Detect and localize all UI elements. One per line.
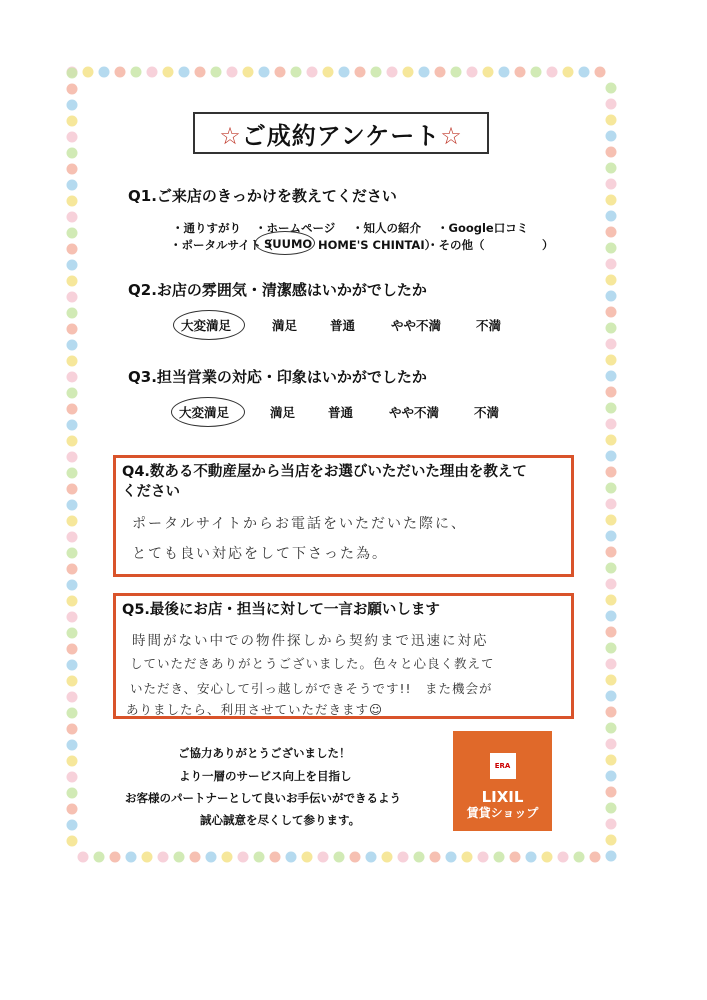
era-mark-text: ERA [494,762,511,770]
frame-dot [606,595,617,606]
q1-selected-circle [255,231,315,255]
q1-portal-other-sites: HOME'S CHINTAI） [318,238,437,252]
frame-dot [606,211,617,222]
frame-dot [606,787,617,798]
frame-dot [606,547,617,558]
frame-dot [606,291,617,302]
q2-rating-neutral: 普通 [330,318,356,333]
frame-dot [339,67,350,78]
q1-option-google: ・Google口コミ [437,221,529,235]
frame-dot [243,67,254,78]
frame-dot [419,67,430,78]
frame-dot [67,836,78,847]
frame-dot [163,67,174,78]
frame-dot [606,499,617,510]
frame-dot [387,67,398,78]
frame-dot [398,852,409,863]
frame-dot [67,340,78,351]
frame-dot [606,819,617,830]
frame-dot [195,67,206,78]
frame-dot [606,355,617,366]
frame-dot [67,324,78,335]
frame-dot [67,804,78,815]
frame-dot [67,436,78,447]
frame-dot [478,852,489,863]
frame-dot [606,227,617,238]
frame-dot [606,323,617,334]
frame-dot [606,83,617,94]
frame-dot [67,244,78,255]
q5-answer-line2: していただきありがとうございました。色々と心良く教えて [130,656,495,671]
frame-dot [451,67,462,78]
frame-dot [499,67,510,78]
frame-dot [206,852,217,863]
frame-dot [67,756,78,767]
frame-dot [275,67,286,78]
q3-rating-somewhat-dissatisfied: やや不満 [389,405,440,420]
closing-line2: より一層のサービス向上を目指し [179,769,352,783]
frame-dot [67,228,78,239]
frame-dot [606,723,617,734]
frame-dot [515,67,526,78]
frame-dot [222,852,233,863]
frame-dot [606,131,617,142]
frame-dot [67,820,78,831]
frame-dot [606,163,617,174]
logo-brand: LIXIL [481,788,524,806]
frame-dot [606,611,617,622]
frame-dot [142,852,153,863]
frame-dot [83,67,94,78]
frame-dot [67,692,78,703]
frame-dot [115,67,126,78]
frame-dot [94,852,105,863]
frame-dot [302,852,313,863]
frame-dot [606,563,617,574]
q1-option-other: ・その他（ ） [427,238,554,252]
frame-dot [67,276,78,287]
frame-dot [211,67,222,78]
frame-dot [606,691,617,702]
frame-dot [147,67,158,78]
frame-dot [606,643,617,654]
frame-dot [67,580,78,591]
frame-dot [462,852,473,863]
q2-rating-dissatisfied: 不満 [476,318,502,333]
frame-dot [334,852,345,863]
frame-dot [606,339,617,350]
frame-dot [318,852,329,863]
frame-dot [606,387,617,398]
frame-dot [67,388,78,399]
frame-dot [606,371,617,382]
q2-rating-satisfied: 満足 [272,318,298,333]
frame-dot [179,67,190,78]
q2-question: Q2.お店の雰囲気・清潔感はいかがでしたか [128,281,427,299]
frame-dot [227,67,238,78]
frame-dot [606,147,617,158]
frame-dot [67,196,78,207]
frame-dot [579,67,590,78]
frame-dot [606,803,617,814]
frame-dot [606,851,617,862]
frame-dot [131,67,142,78]
frame-dot [67,372,78,383]
frame-dot [110,852,121,863]
frame-dot [606,403,617,414]
frame-dot [158,852,169,863]
frame-dot [606,451,617,462]
frame-dot [67,788,78,799]
frame-dot [67,500,78,511]
frame-dot [67,548,78,559]
frame-dot [606,99,617,110]
closing-line3: お客様のパートナーとして良いお手伝いができるよう [125,791,401,805]
q1-option-passing: ・通りすがり [172,221,241,235]
q1-option-portal: ・ポータルサイト（ [170,238,273,252]
q3-rating-dissatisfied: 不満 [474,405,500,420]
frame-dot [403,67,414,78]
frame-dot [67,68,78,79]
frame-dot [238,852,249,863]
q5-answer-line1: 時間がない中での物件探しから契約まで迅速に対応 [132,633,489,649]
frame-dot [67,132,78,143]
frame-dot [606,115,617,126]
frame-dot [254,852,265,863]
q3-rating-neutral: 普通 [328,405,354,420]
closing-line1: ご協力ありがとうございました！ [178,746,351,760]
q3-rating-satisfied: 満足 [270,405,296,420]
frame-dot [606,419,617,430]
frame-dot [606,515,617,526]
frame-dot [531,67,542,78]
frame-dot [606,771,617,782]
frame-dot [590,852,601,863]
q1-option-referral: ・知人の紹介 [352,221,421,235]
frame-dot [67,260,78,271]
frame-dot [67,292,78,303]
frame-dot [67,708,78,719]
q1-option-homepage: ・ホームページ [255,221,336,235]
frame-dot [606,579,617,590]
frame-dot [67,484,78,495]
frame-dot [67,180,78,191]
frame-dot [67,596,78,607]
frame-dot [606,467,617,478]
star-icon: ☆ [219,121,242,150]
frame-dot [542,852,553,863]
frame-dot [78,852,89,863]
page-title [193,112,489,154]
q4-question-line1: Q4.数ある不動産屋から当店をお選びいただいた理由を教えて [122,464,527,480]
frame-dot [494,852,505,863]
frame-dot [606,259,617,270]
frame-dot [67,644,78,655]
frame-dot [435,67,446,78]
frame-dot [606,275,617,286]
frame-dot [606,483,617,494]
frame-dot [67,628,78,639]
frame-dot [67,660,78,671]
frame-dot [606,675,617,686]
frame-dot [190,852,201,863]
frame-dot [606,195,617,206]
frame-dot [606,307,617,318]
q5-answer-line4: ありましたら、利用させていただきます☺ [126,702,384,717]
era-house-icon [490,753,516,779]
frame-dot [467,67,478,78]
frame-dot [259,67,270,78]
frame-dot [67,516,78,527]
q5-question: Q5.最後にお店・担当に対して一言お願いします [122,602,440,618]
frame-dot [382,852,393,863]
q1-question: Q1.ご来店のきっかけを教えてください [128,187,397,205]
q4-answer-line1: ポータルサイトからお電話をいただいた際に、 [132,516,468,532]
frame-dot [286,852,297,863]
frame-dot [67,308,78,319]
frame-dot [67,564,78,575]
frame-dot [563,67,574,78]
lixil-logo [453,731,552,831]
frame-dot [558,852,569,863]
q4-answer-line2: とても良い対応をして下さった為。 [132,546,388,562]
frame-dot [67,676,78,687]
frame-dot [67,116,78,127]
frame-dot [606,179,617,190]
frame-dot [323,67,334,78]
frame-dot [291,67,302,78]
frame-dot [67,724,78,735]
q5-answer-line3: いただき、安心して引っ越しができそうです!! また機会が [130,681,493,696]
frame-dot [67,148,78,159]
closing-line4: 誠心誠意を尽くして参ります。 [200,813,361,827]
frame-dot [67,420,78,431]
frame-dot [414,852,425,863]
page-title-text: ☆ご成約アンケート☆ [219,121,463,150]
frame-dot [67,532,78,543]
frame-dot [99,67,110,78]
q1-portal-suumo: SUUMO [264,237,313,251]
frame-dot [350,852,361,863]
frame-dot [430,852,441,863]
frame-dot [606,627,617,638]
frame-dot [67,772,78,783]
frame-dot [547,67,558,78]
frame-dot [67,612,78,623]
frame-dot [67,404,78,415]
q2-rating-somewhat-dissatisfied: やや不満 [391,318,442,333]
frame-dot [67,164,78,175]
frame-dot [67,212,78,223]
frame-dot [483,67,494,78]
frame-dot [126,852,137,863]
frame-dot [606,659,617,670]
frame-dot [606,243,617,254]
frame-dot [366,852,377,863]
frame-dot [67,452,78,463]
q3-question: Q3.担当営業の対応・印象はいかがでしたか [128,368,427,386]
frame-dot [67,84,78,95]
q3-rating-very-satisfied: 大変満足 [179,405,230,420]
q2-rating-very-satisfied: 大変満足 [181,318,232,333]
frame-dot [574,852,585,863]
frame-dot [174,852,185,863]
frame-dot [595,67,606,78]
frame-dot [526,852,537,863]
logo-shop-name: 賃貸ショップ [466,806,539,820]
frame-dot [307,67,318,78]
frame-dot [67,356,78,367]
frame-dot [606,755,617,766]
frame-dot [606,435,617,446]
frame-dot [510,852,521,863]
star-icon: ☆ [440,121,463,150]
frame-dot [270,852,281,863]
frame-dot [606,707,617,718]
frame-dot [606,835,617,846]
frame-dot [67,468,78,479]
frame-dot [355,67,366,78]
frame-dot [67,100,78,111]
frame-dot [371,67,382,78]
q4-question-line2: ください [122,484,180,500]
frame-dot [446,852,457,863]
frame-dot [67,740,78,751]
frame-dot [606,531,617,542]
frame-dot [606,739,617,750]
